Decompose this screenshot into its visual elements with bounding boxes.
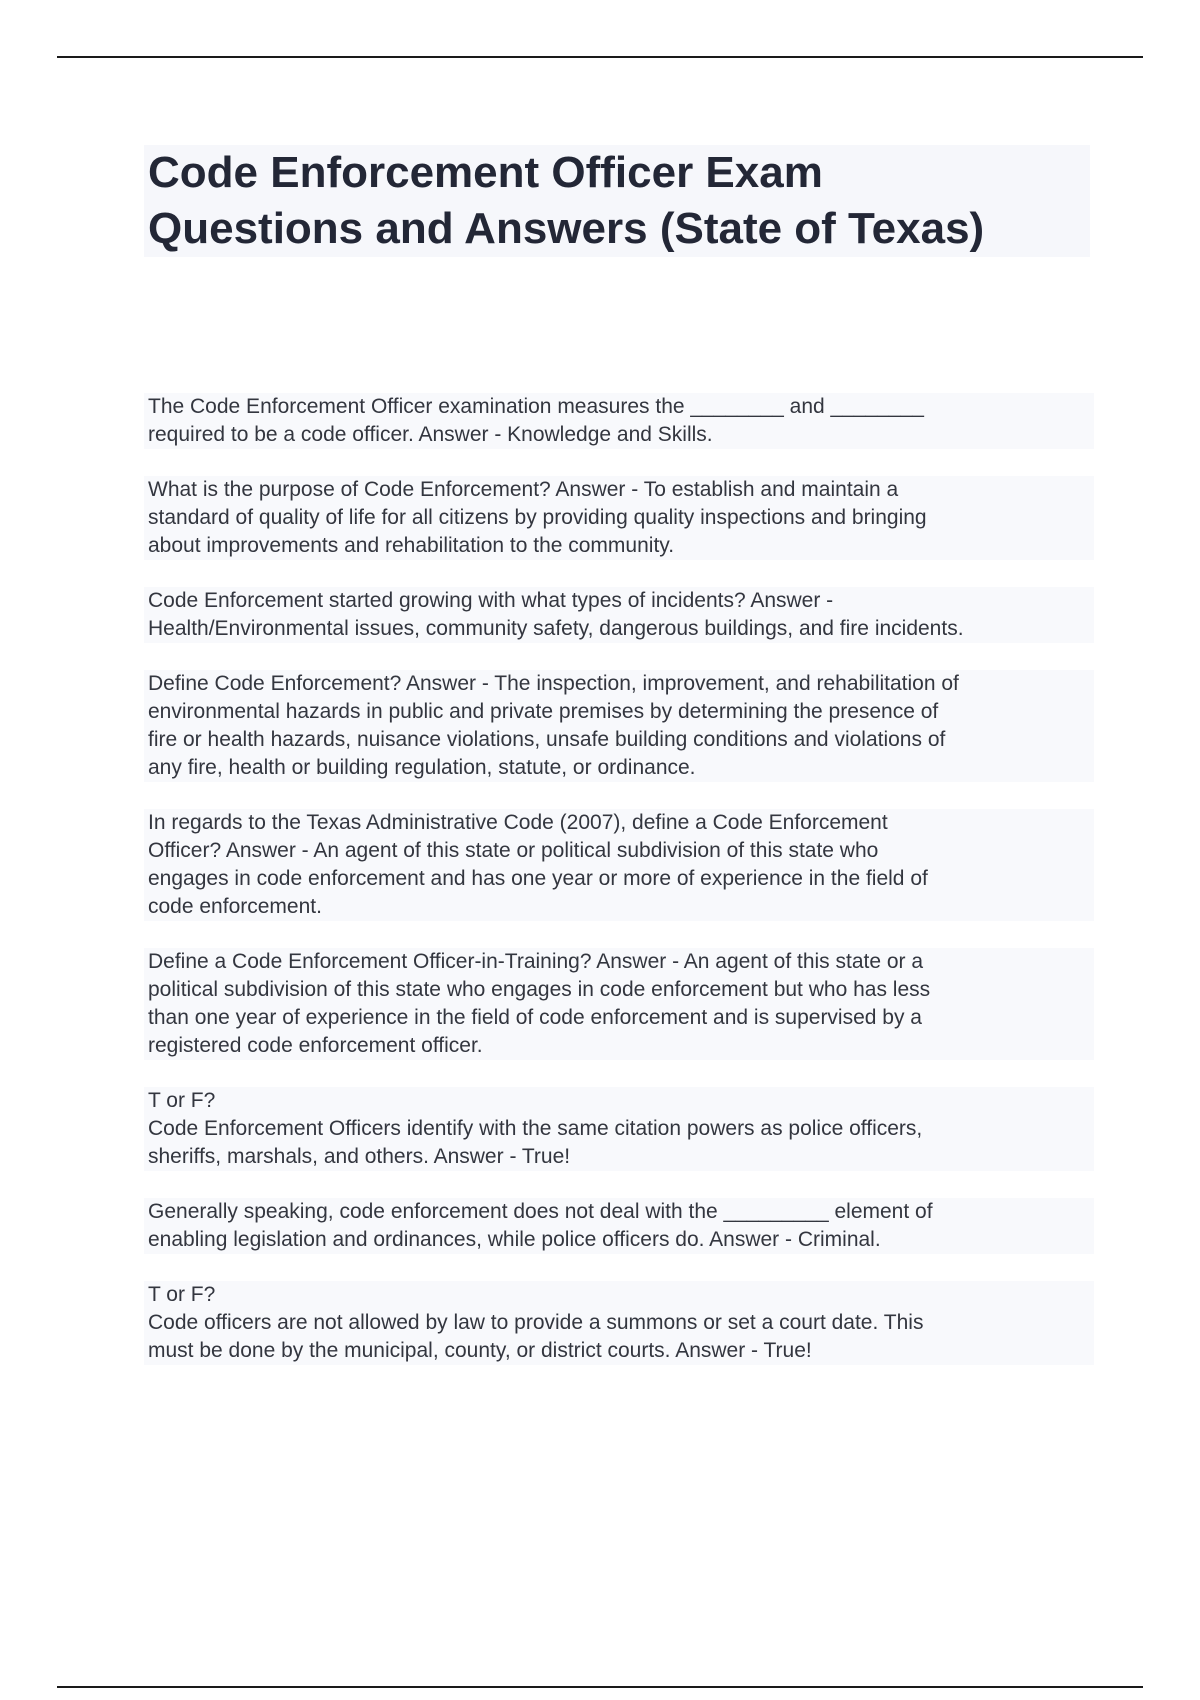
- top-divider: [57, 56, 1143, 58]
- qa-line: Officer? Answer - An agent of this state or political subdivision of this state who: [148, 839, 879, 862]
- qa-list: [144, 393, 1094, 1392]
- qa-item-1: [144, 393, 1094, 449]
- qa-line: The Code Enforcement Officer examination measures the ________ and ________: [148, 395, 924, 418]
- title-line-1: Code Enforcement Officer Exam: [148, 148, 823, 197]
- qa-line: standard of quality of life for all citizens by providing quality inspections and bringing: [148, 506, 927, 529]
- qa-item-7: [144, 1087, 1094, 1171]
- qa-line: What is the purpose of Code Enforcement? Answer - To establish and maintain a: [148, 478, 899, 501]
- qa-item-3: [144, 587, 1094, 643]
- qa-item-8: [144, 1198, 1094, 1254]
- qa-item-5: [144, 809, 1094, 921]
- qa-line: sheriffs, marshals, and others. Answer - True!: [148, 1145, 571, 1168]
- qa-line: Generally speaking, code enforcement does not deal with the _________ element of: [148, 1200, 933, 1223]
- qa-line: fire or health hazards, nuisance violations, unsafe building conditions and violations of: [148, 728, 946, 751]
- qa-item-9: [144, 1281, 1094, 1365]
- qa-line: than one year of experience in the field of code enforcement and is supervised by a: [148, 1006, 922, 1029]
- qa-line: Code Enforcement Officers identify with the same citation powers as police officers,: [148, 1117, 923, 1140]
- qa-line: any fire, health or building regulation, statute, or ordinance.: [148, 756, 696, 779]
- bottom-divider: [57, 1686, 1143, 1688]
- qa-line: must be done by the municipal, county, or district courts. Answer - True!: [148, 1339, 812, 1362]
- qa-item-2: [144, 476, 1094, 560]
- qa-line: environmental hazards in public and private premises by determining the presence of: [148, 700, 939, 723]
- qa-line: Health/Environmental issues, community safety, dangerous buildings, and fire incidents.: [148, 617, 964, 640]
- qa-item-6: [144, 948, 1094, 1060]
- qa-line: Code Enforcement started growing with what types of incidents? Answer -: [148, 589, 834, 612]
- qa-line: code enforcement.: [148, 895, 322, 918]
- qa-line: required to be a code officer. Answer - Knowledge and Skills.: [148, 423, 713, 446]
- qa-line: Define a Code Enforcement Officer-in-Training? Answer - An agent of this state or a: [148, 950, 924, 973]
- qa-line: T or F?: [148, 1089, 216, 1112]
- qa-line: enabling legislation and ordinances, while police officers do. Answer - Criminal.: [148, 1228, 881, 1251]
- qa-line: T or F?: [148, 1283, 216, 1306]
- qa-item-4: [144, 670, 1094, 782]
- document-title: [148, 145, 1086, 257]
- title-line-2: Questions and Answers (State of Texas): [148, 204, 985, 253]
- title-block: [144, 145, 1090, 257]
- qa-line: engages in code enforcement and has one year or more of experience in the field of: [148, 867, 928, 890]
- qa-line: In regards to the Texas Administrative Code (2007), define a Code Enforcement: [148, 811, 888, 834]
- qa-line: Code officers are not allowed by law to provide a summons or set a court date. This: [148, 1311, 924, 1334]
- qa-line: political subdivision of this state who engages in code enforcement but who has less: [148, 978, 931, 1001]
- qa-line: Define Code Enforcement? Answer - The inspection, improvement, and rehabilitation of: [148, 672, 959, 695]
- qa-line: about improvements and rehabilitation to the community.: [148, 534, 675, 557]
- qa-line: registered code enforcement officer.: [148, 1034, 483, 1057]
